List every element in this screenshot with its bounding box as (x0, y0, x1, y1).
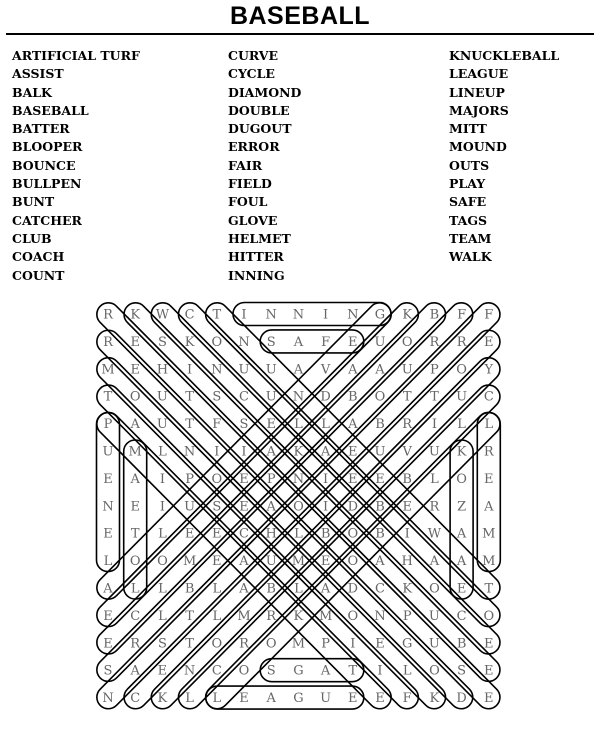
grid-letter: E (484, 691, 494, 707)
grid-letter: G (402, 636, 413, 652)
grid-letter: E (375, 691, 385, 707)
grid-letter: L (457, 417, 466, 433)
word-list-item: GLOVE (228, 212, 278, 228)
grid-letter: E (103, 608, 113, 624)
grid-letter: K (402, 307, 413, 323)
grid-letter: A (348, 362, 358, 378)
grid-letter: O (347, 554, 359, 570)
grid-letter: I (323, 499, 329, 515)
grid-letter: K (429, 691, 440, 707)
grid-letter: U (374, 334, 386, 350)
grid-letter: P (430, 362, 439, 378)
grid-letter: T (348, 663, 358, 679)
grid-letter: L (402, 663, 412, 679)
grid-letter: M (291, 636, 306, 652)
grid-letter: L (294, 581, 303, 597)
grid-letter: N (265, 307, 277, 323)
grid-letter: S (103, 663, 113, 679)
grid-letter: F (321, 334, 331, 350)
grid-letter: O (347, 526, 359, 542)
grid-letter: A (266, 691, 276, 707)
grid-letter: T (185, 417, 194, 433)
grid-letter: G (374, 307, 386, 323)
grid-letter: A (130, 471, 140, 487)
grid-letter: E (348, 691, 358, 707)
grid-letter: O (401, 334, 413, 350)
grid-letter: E (184, 526, 195, 542)
word-list-item: DOUBLE (228, 102, 290, 118)
grid-letter: K (184, 334, 195, 350)
grid-letter: O (293, 499, 304, 515)
grid-letter: F (484, 307, 494, 323)
grid-letter: B (402, 471, 412, 487)
word-list-item: PLAY (449, 176, 486, 192)
grid-letter: A (266, 444, 276, 460)
grid-letter: G (293, 663, 304, 679)
grid-letter: I (323, 307, 329, 323)
grid-letter: M (318, 608, 333, 624)
grid-letter: R (266, 608, 277, 624)
grid-letter: D (347, 581, 359, 597)
grid-letter: R (103, 307, 113, 323)
grid-letter: L (484, 417, 494, 433)
grid-letter: O (129, 389, 141, 405)
grid-letter: U (428, 636, 440, 652)
grid-letter: U (401, 362, 413, 378)
grid-letter: L (158, 608, 167, 624)
grid-letter: N (183, 663, 196, 679)
grid-letter: E (348, 471, 358, 487)
grid-letter: B (375, 526, 385, 542)
grid-letter: H (156, 362, 169, 378)
grid-letter: M (291, 554, 306, 570)
grid-letter: O (429, 581, 440, 597)
grid-letter: K (293, 608, 304, 624)
grid-letter: A (320, 663, 331, 679)
grid-letter: C (184, 307, 195, 323)
grid-letter: E (212, 526, 222, 542)
grid-letter: R (402, 417, 413, 433)
grid-letter: A (239, 581, 249, 597)
grid-letter: Z (457, 499, 467, 515)
found-word-loop (94, 325, 478, 713)
grid-letter: L (321, 417, 330, 433)
grid-letter: E (239, 499, 249, 515)
grid-letter: R (239, 636, 249, 652)
word-list-item: CATCHER (12, 212, 82, 228)
grid-letter: L (158, 444, 167, 460)
grid-letter: W (155, 307, 170, 323)
found-word-loop (119, 325, 504, 713)
grid-letter: P (266, 471, 276, 487)
found-word-loop (97, 413, 120, 572)
grid-letter: O (211, 636, 223, 652)
grid-letter: L (158, 581, 167, 597)
grid-letter: A (130, 663, 140, 679)
found-word-loop (174, 298, 505, 631)
grid-letter: N (292, 471, 305, 487)
word-list-item: FOUL (228, 194, 268, 210)
grid-letter: E (103, 471, 113, 487)
grid-letter: P (402, 608, 412, 624)
grid-letter: I (350, 636, 356, 652)
grid-letter: E (103, 636, 113, 652)
grid-letter: U (428, 444, 440, 460)
grid-letter: A (266, 499, 276, 515)
found-word-loop (233, 303, 391, 326)
grid-letter: B (266, 581, 276, 597)
grid-letter: A (130, 417, 140, 433)
word-list-item: TAGS (449, 212, 488, 228)
word-list-item: INNING (228, 267, 285, 283)
grid-letter: B (375, 417, 385, 433)
grid-letter: L (294, 526, 303, 542)
grid-letter: R (483, 444, 494, 460)
grid-letter: Y (484, 362, 494, 378)
grid-letter: U (456, 389, 468, 405)
page-title: BASEBALL (229, 2, 371, 30)
word-list-item: LEAGUE (449, 66, 509, 82)
word-list-item: CLUB (12, 230, 52, 246)
grid-letter: F (457, 307, 467, 323)
word-list-item: OUTS (449, 157, 490, 173)
grid-letter: U (265, 554, 277, 570)
grid-letter: A (375, 362, 385, 378)
found-word-loop (124, 440, 147, 599)
grid-letter: K (130, 307, 141, 323)
grid-letter: E (239, 471, 249, 487)
grid-letter: W (427, 526, 442, 542)
grid-letter: S (212, 499, 222, 515)
grid-letter: T (103, 389, 113, 405)
grid-letter: I (187, 362, 193, 378)
grid-letter: N (211, 362, 223, 378)
word-list-item: BLOOPER (12, 139, 83, 155)
word-list-column-3 (449, 47, 559, 267)
word-list-item: HELMET (228, 230, 291, 246)
grid-letter: A (484, 499, 494, 515)
grid-letter: R (456, 334, 467, 350)
grid-letter: D (347, 499, 359, 515)
grid-letter: N (347, 307, 359, 323)
grid-letter: F (212, 417, 222, 433)
grid-letter: O (429, 663, 440, 679)
grid-letter: G (293, 691, 304, 707)
grid-letter: U (156, 417, 168, 433)
grid-letter: R (429, 499, 440, 515)
grid-letter: L (103, 554, 113, 570)
grid-letter: U (102, 444, 114, 460)
grid-letter: T (402, 389, 412, 405)
word-list-item: FAIR (228, 157, 263, 173)
grid-letter: N (292, 307, 305, 323)
grid-letter: N (102, 691, 114, 707)
grid-letter: C (239, 389, 249, 405)
grid-letter: B (184, 581, 195, 597)
word-list-item: ERROR (228, 139, 280, 155)
grid-letter: B (429, 307, 440, 323)
grid-letter: A (320, 444, 331, 460)
found-word-loop (94, 380, 423, 713)
grid-letter: E (103, 526, 113, 542)
grid-letter: O (374, 389, 386, 405)
word-list-item: BULLPEN (12, 176, 82, 192)
grid-letter: O (456, 362, 467, 378)
grid-letter: O (211, 471, 223, 487)
grid-letter: R (130, 636, 141, 652)
grid-letter: E (130, 362, 140, 378)
word-list-item: MOUND (449, 139, 507, 155)
grid-letter: O (157, 554, 168, 570)
grid-letter: T (185, 636, 194, 652)
word-list-item: TEAM (449, 230, 492, 246)
grid-letter: S (266, 334, 276, 350)
grid-letter: O (347, 608, 359, 624)
grid-letter: C (456, 608, 467, 624)
grid-letter: T (212, 307, 222, 323)
grid-letter: M (237, 608, 251, 624)
grid-letter: A (456, 554, 467, 570)
grid-letter: E (130, 499, 140, 515)
grid-letter: T (130, 526, 140, 542)
grid-letter: I (159, 499, 165, 515)
grid-letter: O (211, 334, 223, 350)
grid-letter: O (238, 663, 250, 679)
grid-letter: M (128, 444, 142, 460)
grid-letter: B (375, 499, 385, 515)
grid-letter: O (129, 554, 141, 570)
grid-letter: I (377, 663, 383, 679)
grid-letter: A (103, 581, 113, 597)
word-list-item: BOUNCE (12, 157, 76, 173)
grid-letter: O (483, 608, 495, 624)
grid-letter: U (265, 362, 277, 378)
grid-letter: C (483, 389, 494, 405)
grid-letter: A (293, 362, 304, 378)
grid-letter: E (266, 417, 276, 433)
grid-letter: D (456, 691, 467, 707)
found-word-loop (450, 440, 473, 599)
grid-letter: E (375, 471, 385, 487)
grid-letter: K (456, 444, 467, 460)
grid-letter: E (212, 554, 222, 570)
grid-letter: E (456, 581, 467, 597)
grid-letter: E (484, 636, 494, 652)
grid-letter: E (157, 663, 168, 679)
word-list-item: CYCLE (228, 66, 275, 82)
word-list-item: CURVE (228, 48, 279, 63)
grid-letter: R (103, 334, 113, 350)
found-word-loop (94, 298, 478, 686)
word-list-item: BUNT (12, 194, 55, 210)
grid-letter: L (212, 608, 222, 624)
grid-letter: I (431, 417, 437, 433)
grid-letter: A (239, 554, 249, 570)
grid-letter: E (320, 554, 331, 570)
grid-letter: B (456, 636, 467, 652)
grid-letter: E (484, 334, 494, 350)
grid-letter: B (320, 526, 331, 542)
grid-letter: I (241, 307, 247, 323)
grid-letter: S (212, 389, 222, 405)
grid-letter: P (321, 636, 330, 652)
grid-letter: E (239, 691, 249, 707)
grid-letter: A (293, 334, 304, 350)
word-list-item: KNUCKLEBALL (449, 48, 560, 63)
grid-letter: E (348, 444, 358, 460)
grid-letter: I (404, 526, 410, 542)
grid-letter: U (374, 444, 386, 460)
grid-letter: A (456, 526, 467, 542)
word-list-item: SAFE (449, 194, 487, 210)
grid-letter: K (293, 444, 304, 460)
grid-letter: N (292, 389, 305, 405)
grid-letter: E (130, 334, 140, 350)
found-word-loop (119, 298, 504, 686)
grid-letter: S (157, 334, 167, 350)
word-list-item: COUNT (12, 267, 65, 283)
grid-letter: H (265, 526, 277, 542)
grid-letter: S (457, 663, 467, 679)
word-list-item: ARTIFICIAL TURF (12, 48, 140, 63)
grid-letter: E (484, 663, 494, 679)
grid-letter: E (402, 499, 412, 515)
grid-letter: R (429, 334, 440, 350)
found-word-loop (174, 380, 505, 713)
grid-letter: M (101, 362, 115, 378)
grid-letter: K (157, 691, 168, 707)
grid-letter: N (183, 444, 196, 460)
grid-letter: U (428, 608, 440, 624)
grid-letter: M (482, 554, 496, 570)
grid-letter: C (130, 608, 141, 624)
grid-letter: K (402, 581, 413, 597)
grid-letter: C (239, 526, 249, 542)
word-list-column-2 (228, 47, 301, 285)
grid-letter: N (238, 334, 250, 350)
grid-letter: S (157, 636, 167, 652)
grid-letter: I (159, 471, 165, 487)
grid-letter: O (456, 471, 467, 487)
word-list-column-1 (12, 47, 140, 285)
grid-letter: U (238, 362, 250, 378)
grid-letter: S (239, 417, 249, 433)
grid-letter: N (374, 608, 386, 624)
grid-letter: U (156, 389, 168, 405)
grid-letter: S (266, 663, 276, 679)
grid-letter: A (375, 554, 385, 570)
grid-letter: A (429, 554, 440, 570)
grid-letter: L (130, 581, 140, 597)
grid-letter: D (320, 389, 331, 405)
word-list-item: DIAMOND (228, 84, 302, 100)
word-list-item: LINEUP (449, 84, 505, 100)
word-list-item: BATTER (12, 121, 70, 137)
grid-letter: P (103, 417, 113, 433)
grid-letter: L (212, 691, 222, 707)
grid-letter: F (402, 691, 412, 707)
grid-letter: I (241, 444, 247, 460)
word-list-item: COACH (12, 249, 65, 265)
grid-letter: N (102, 499, 114, 515)
word-list-item: ASSIST (12, 66, 64, 82)
grid-letter: O (265, 636, 277, 652)
word-list-item: WALK (449, 249, 492, 265)
word-list-item: BALK (12, 84, 52, 100)
word-list-item: MAJORS (449, 102, 509, 118)
grid-letter: E (348, 334, 358, 350)
grid-letter: C (375, 581, 385, 597)
title-underline (6, 33, 594, 35)
grid-letter: U (320, 691, 332, 707)
grid-letter: L (212, 581, 222, 597)
grid-letter: E (375, 636, 385, 652)
word-list-item: BASEBALL (12, 102, 89, 118)
grid-letter: T (185, 608, 194, 624)
grid-letter: M (182, 554, 197, 570)
word-list-item: MITT (449, 121, 487, 137)
grid-letter: C (211, 663, 222, 679)
grid-letter: C (130, 691, 141, 707)
grid-letter: A (348, 417, 358, 433)
grid-letter: L (158, 526, 167, 542)
grid-letter: U (265, 389, 277, 405)
grid-letter: T (484, 581, 494, 597)
found-word-loop (206, 686, 364, 709)
grid-letter: V (320, 362, 331, 378)
grid-letter: E (484, 471, 494, 487)
grid-letter: L (185, 691, 194, 707)
grid-letter: T (430, 389, 439, 405)
grid-letter: I (323, 471, 329, 487)
word-search-grid (94, 296, 506, 736)
grid-letter: V (402, 444, 412, 460)
word-list-item: FIELD (228, 176, 272, 192)
grid-letter: L (430, 471, 439, 487)
grid-letter: M (482, 526, 496, 542)
grid-letter: L (294, 417, 303, 433)
grid-letter: A (320, 581, 331, 597)
found-word-loop (477, 413, 500, 572)
grid-letter: U (184, 499, 196, 515)
grid-letter: I (214, 444, 220, 460)
grid-letter: B (348, 389, 358, 405)
grid-letter: H (401, 554, 413, 570)
word-list-item: HITTER (228, 249, 284, 265)
word-list-item: DUGOUT (228, 121, 292, 137)
grid-letter: P (185, 471, 194, 487)
grid-letter: T (185, 389, 194, 405)
